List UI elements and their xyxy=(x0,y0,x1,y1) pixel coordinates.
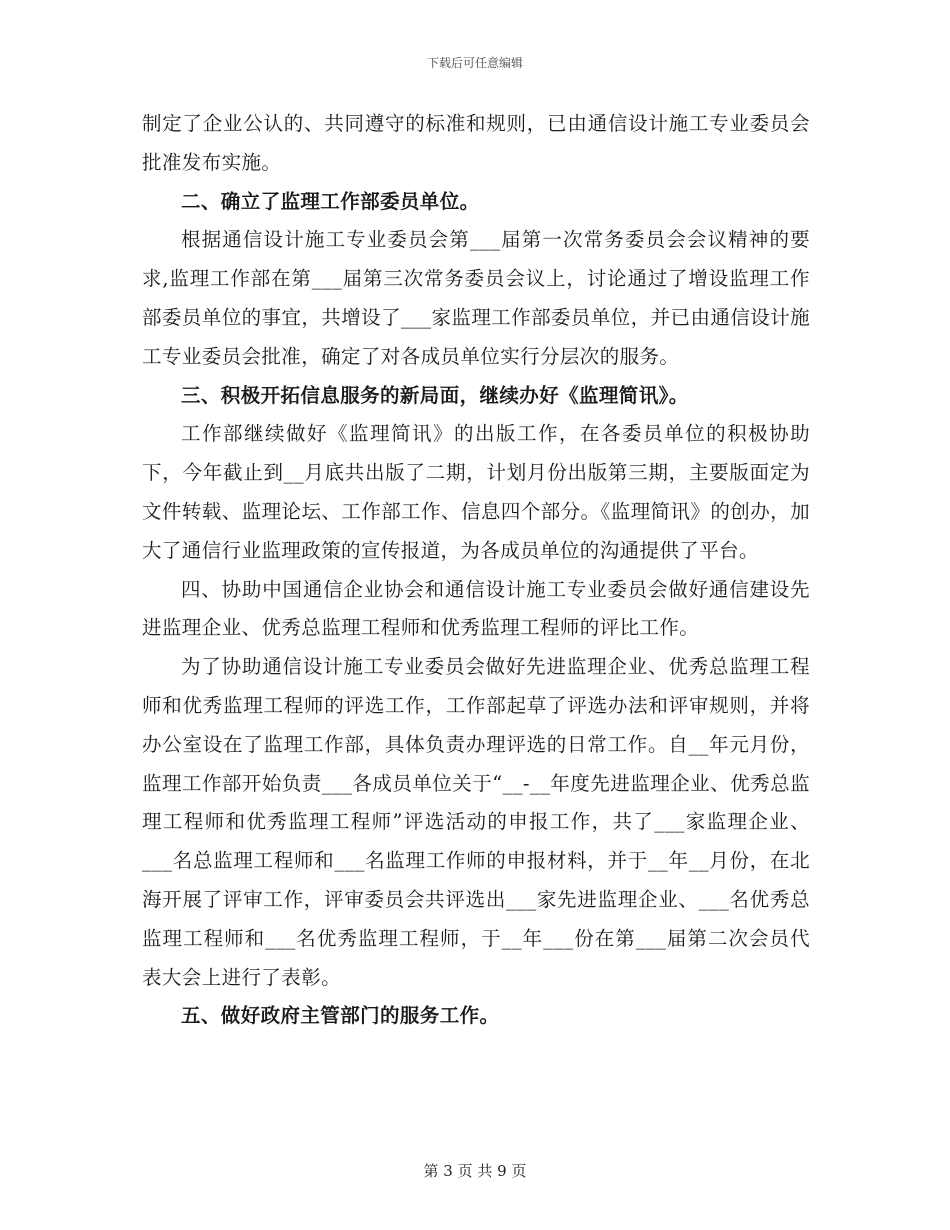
paragraph-section-2: 根据通信设计施工专业委员会第___届第一次常务委员会会议精神的要求,监理工作部在第___届第三次常务委员会议上，讨论通过了增设监理工作部委员单位的事宜，共增设了___家监理工作部委员单位，并已由通信设计施工专业委员会批准，确定了对各成员单位实行分层次的服务。 xyxy=(142,228,810,368)
document-body xyxy=(142,105,810,1036)
paragraph-section-3: 工作部继续做好《监理简讯》的出版工作，在各委员单位的积极协助下，今年截止到__月底共出版了二期，计划月份出版第三期，主要版面定为文件转载、监理论坛、工作部工作、信息四个部分。《监理简讯》的创办，加大了通信行业监理政策的宣传报道，为各成员单位的沟通提供了平台。 xyxy=(142,422,810,562)
section-heading-3: 三、积极开拓信息服务的新局面，继续办好《监理简讯》。 xyxy=(181,383,689,407)
section-heading-5: 五、做好政府主管部门的服务工作。 xyxy=(181,1004,500,1028)
paragraph-section-4: 为了协助通信设计施工专业委员会做好先进监理企业、优秀总监理工程师和优秀监理工程师的评选工作，工作部起草了评选办法和评审规则，并将办公室设在了监理工作部，具体负责办理评选的日常工作。自__年元月份，监理工作部开始负责___各成员单位关于“__-__年度先进监理企业、优秀总监理工程师和优秀监理工程师”评选活动的申报工作，共了___家监理企业、___名总监理工程师和___名监理工作师的申报材料，并于__年__月份，在北海开展了评审工作，评审委员会共评选出___家先进监理企业、___名优秀总监理工程师和___名优秀监理工程师，于__年___份在第___届第二次会员代表大会上进行了表彰。 xyxy=(142,655,810,989)
section-heading-2: 二、确立了监理工作部委员单位。 xyxy=(181,189,480,213)
paragraph-continuation: 制定了企业公认的、共同遵守的标准和规则，已由通信设计施工专业委员会批准发布实施。 xyxy=(142,112,810,174)
section-heading-4: 四、协助中国通信企业协会和通信设计施工专业委员会做好通信建设先进监理企业、优秀总监理工程师和优秀监理工程师的评比工作。 xyxy=(142,577,810,640)
page-header: 下载后可任意编辑 xyxy=(426,56,523,70)
page-number: 第 3 页 共 9 页 xyxy=(423,1162,527,1180)
